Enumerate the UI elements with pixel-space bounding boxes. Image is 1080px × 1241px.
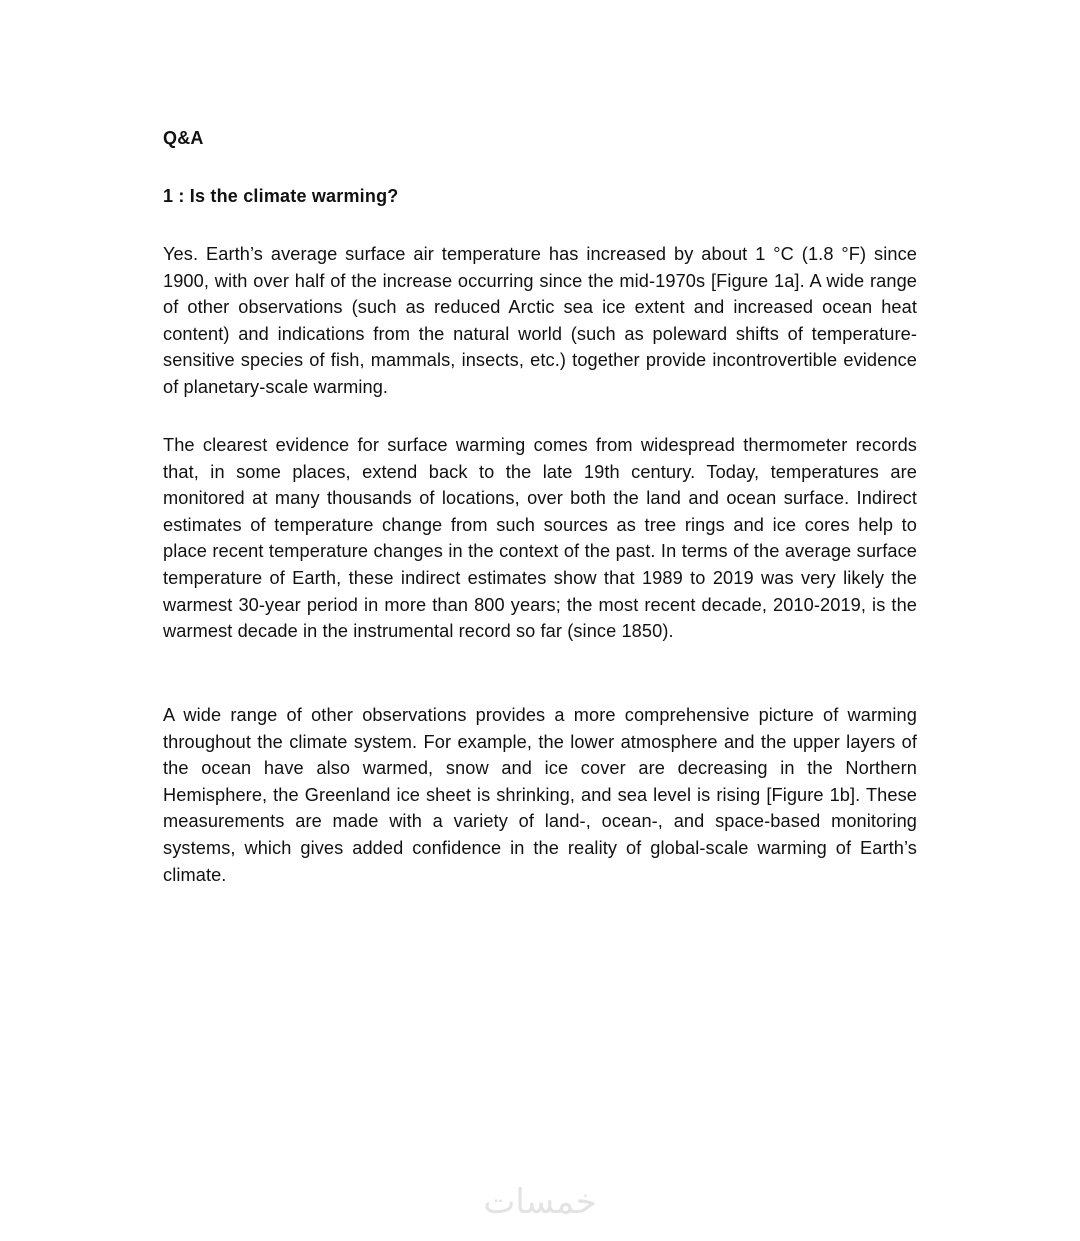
question-heading: 1 : Is the climate warming? (163, 186, 399, 206)
paragraph-3: A wide range of other observations provides a more comprehensive picture of warming throughout the climate system. For example, the lower atmosphere and the upper layers of the ocean have also warmed, snow and ice cover are decreasing in the Northern Hemisphere, the Greenland ice sheet is shrinking, and sea level is rising [Figure 1b]. These measurements are made with a variety of land-, ocean-, and space-based monitoring systems, which gives added confidence in the reality of global-scale warming of Earth’s climate. (163, 705, 917, 885)
section-title: Q&A (163, 128, 204, 148)
watermark-logo: خمسات (483, 1182, 597, 1222)
paragraph-1: Yes. Earth’s average surface air temperature has increased by about 1 °C (1.8 °F) since 1900, with over half of the increase occurring since the mid-1970s [Figure 1a]. A wide range of other observations (such as reduced Arctic sea ice extent and increased ocean heat content) and indications from the natural world (such as poleward shifts of temperature-sensitive species of fish, mammals, insects, etc.) together provide incontrovertible evidence of planetary-scale warming. (163, 244, 917, 397)
paragraph-2: The clearest evidence for surface warming comes from widespread thermometer records that, in some places, extend back to the late 19th century. Today, temperatures are monitored at many thousands of locations, over both the land and ocean surface. Indirect estimates of temperature change from such sources as tree rings and ice cores help to place recent temperature changes in the context of the past. In terms of the average surface temperature of Earth, these indirect estimates show that 1989 to 2019 was very likely the warmest 30-year period in more than 800 years; the most recent decade, 2010-2019, is the warmest decade in the instrumental record so far (since 1850). (163, 435, 917, 642)
